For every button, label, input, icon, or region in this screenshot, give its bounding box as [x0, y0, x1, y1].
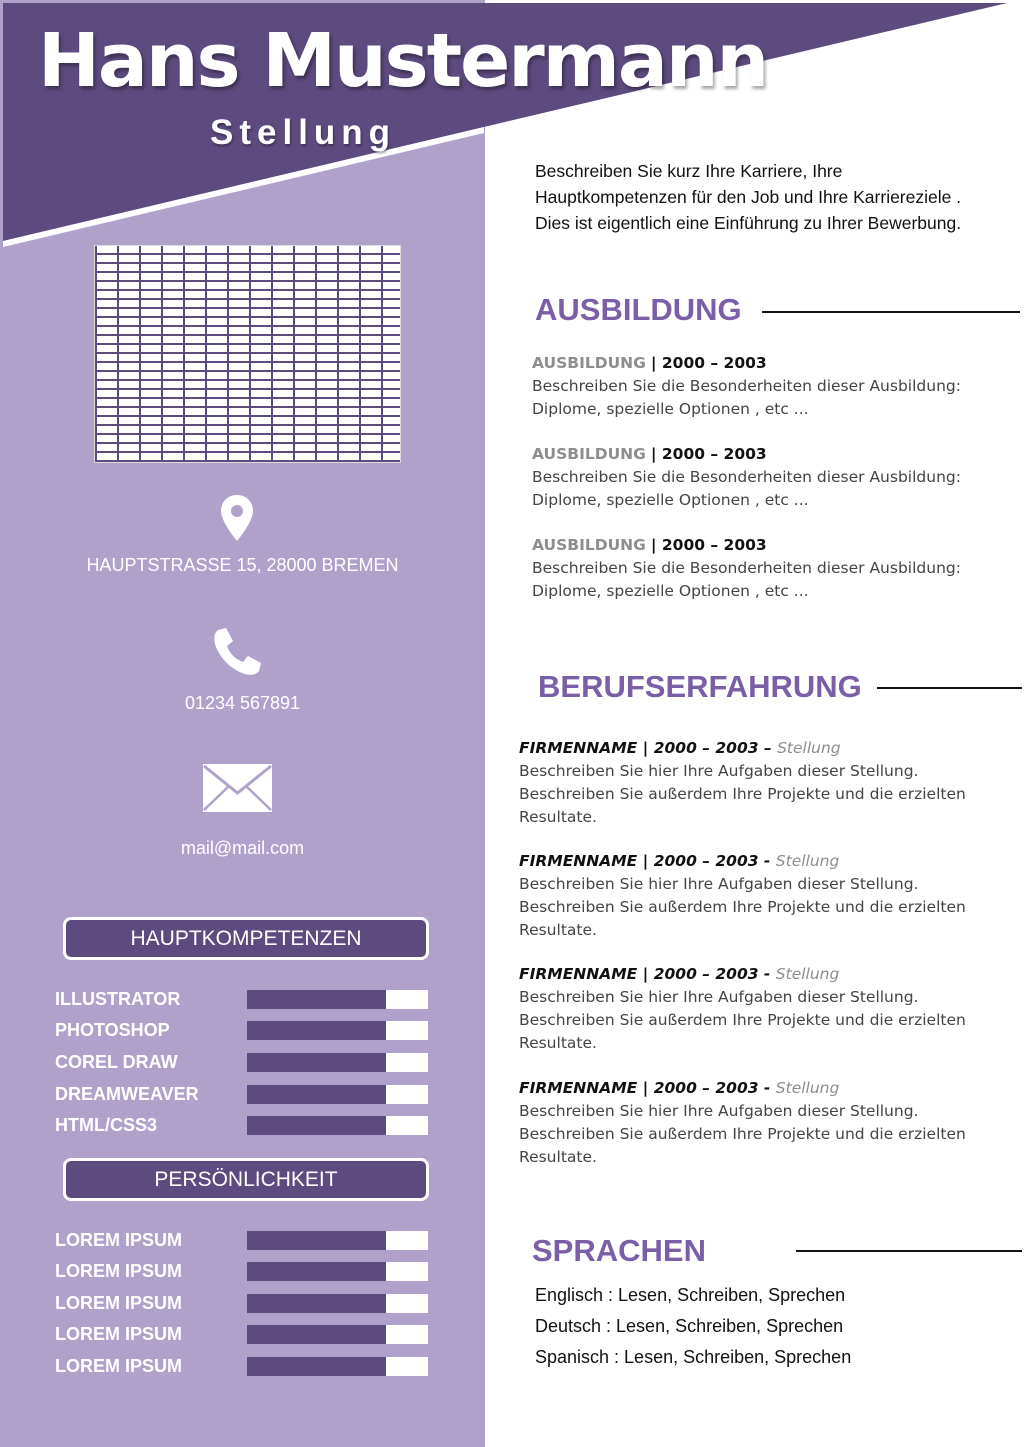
skill-label: DREAMWEAVER: [55, 1084, 199, 1104]
skill-label: PHOTOSHOP: [55, 1020, 170, 1040]
trait-level-fill: [247, 1325, 386, 1344]
language-item: Englisch : Lesen, Schreiben, Sprechen: [535, 1285, 846, 1305]
personality-heading: PERSÖNLICHKEIT: [63, 1158, 429, 1201]
education-description: Beschreiben Sie die Besonderheiten dieser Ausbildung:: [532, 468, 961, 486]
skill-row: [0, 1021, 485, 1041]
address-text: HAUPTSTRASSE 15, 28000 BREMEN: [86, 555, 399, 575]
trait-level-bar: [247, 1357, 428, 1376]
profile-photo-placeholder: [94, 245, 401, 463]
experience-description: Beschreiben Sie außerdem Ihre Projekte und die erzielten: [519, 1011, 966, 1029]
experience-description: Beschreiben Sie außerdem Ihre Projekte und die erzielten: [519, 785, 966, 803]
education-entry: [532, 534, 1002, 603]
experience-role: Stellung: [775, 1079, 840, 1097]
language-item: Deutsch : Lesen, Schreiben, Sprechen: [535, 1316, 844, 1336]
education-label: AUSBILDUNG: [532, 445, 646, 463]
education-description: Diplome, spezielle Optionen , etc ...: [532, 582, 809, 600]
trait-level-fill: [247, 1231, 386, 1250]
education-years: | 2000 – 2003: [650, 354, 767, 372]
education-entry: [532, 352, 1002, 421]
experience-divider: [877, 687, 1022, 689]
trait-row: [0, 1262, 485, 1282]
experience-role: Stellung: [775, 852, 840, 870]
experience-heading: BERUFSERFAHRUNG: [538, 669, 862, 704]
experience-description: Beschreiben Sie hier Ihre Aufgaben dieser Stellung.: [519, 762, 919, 780]
experience-description: Beschreiben Sie hier Ihre Aufgaben dieser Stellung.: [519, 988, 919, 1006]
experience-entry: [519, 1077, 999, 1169]
trait-label: LOREM IPSUM: [55, 1324, 183, 1344]
education-entry: [532, 443, 1002, 512]
experience-description: Beschreiben Sie außerdem Ihre Projekte und die erzielten: [519, 898, 966, 916]
experience-description: Beschreiben Sie außerdem Ihre Projekte und die erzielten: [519, 1125, 966, 1143]
education-label: AUSBILDUNG: [532, 354, 646, 372]
experience-entry: [519, 850, 999, 942]
skill-label: ILLUSTRATOR: [55, 989, 181, 1009]
experience-company: FIRMENNAME | 2000 – 2003 -: [519, 852, 771, 870]
trait-row: [0, 1357, 485, 1377]
education-years: | 2000 – 2003: [650, 445, 767, 463]
education-description: Beschreiben Sie die Besonderheiten dieser Ausbildung:: [532, 377, 961, 395]
education-years: | 2000 – 2003: [650, 536, 767, 554]
trait-label: LOREM IPSUM: [55, 1293, 183, 1313]
experience-company: FIRMENNAME | 2000 – 2003 –: [519, 739, 772, 757]
experience-description: Beschreiben Sie hier Ihre Aufgaben dieser Stellung.: [519, 1102, 919, 1120]
experience-description: Resultate.: [519, 1034, 597, 1052]
location-pin-icon: [220, 494, 254, 542]
phone-text: 01234 567891: [184, 693, 301, 713]
trait-level-fill: [247, 1262, 386, 1281]
skill-row: [0, 1053, 485, 1073]
skill-level-bar: [247, 1021, 428, 1040]
email-text: mail@mail.com: [180, 838, 305, 858]
trait-label: LOREM IPSUM: [55, 1230, 183, 1250]
experience-company: FIRMENNAME | 2000 – 2003 -: [519, 1079, 771, 1097]
resume-position: Stellung: [210, 113, 397, 152]
languages-heading: SPRACHEN: [532, 1233, 706, 1268]
skill-level-fill: [247, 1085, 386, 1104]
skill-row: [0, 1085, 485, 1105]
skill-level-fill: [247, 1053, 386, 1072]
skill-level-bar: [247, 1116, 428, 1135]
skill-level-fill: [247, 1021, 386, 1040]
trait-row: [0, 1325, 485, 1345]
education-divider: [762, 311, 1020, 313]
education-description: Diplome, spezielle Optionen , etc ...: [532, 400, 809, 418]
experience-description: Resultate.: [519, 808, 597, 826]
skill-level-fill: [247, 1116, 386, 1135]
skill-row: [0, 1116, 485, 1136]
trait-level-fill: [247, 1357, 386, 1376]
experience-description: Resultate.: [519, 1148, 597, 1166]
skill-level-fill: [247, 990, 386, 1009]
trait-level-bar: [247, 1294, 428, 1313]
skill-level-bar: [247, 1085, 428, 1104]
experience-entry: [519, 737, 999, 829]
experience-role: Stellung: [775, 965, 840, 983]
education-heading: AUSBILDUNG: [535, 292, 742, 327]
trait-level-bar: [247, 1231, 428, 1250]
language-item: Spanisch : Lesen, Schreiben, Sprechen: [535, 1347, 852, 1367]
trait-row: [0, 1231, 485, 1251]
trait-label: LOREM IPSUM: [55, 1356, 183, 1376]
skill-label: HTML/CSS3: [55, 1115, 158, 1135]
skill-row: [0, 990, 485, 1010]
trait-level-fill: [247, 1294, 386, 1313]
experience-description: Resultate.: [519, 921, 597, 939]
skill-label: COREL DRAW: [55, 1052, 178, 1072]
experience-description: Beschreiben Sie hier Ihre Aufgaben dieser Stellung.: [519, 875, 919, 893]
skills-heading: HAUPTKOMPETENZEN: [63, 917, 429, 960]
languages-divider: [796, 1250, 1022, 1252]
trait-level-bar: [247, 1325, 428, 1344]
education-label: AUSBILDUNG: [532, 536, 646, 554]
phone-icon: [212, 627, 262, 677]
trait-level-bar: [247, 1262, 428, 1281]
intro-text: Beschreiben Sie kurz Ihre Karriere, Ihre Hauptkompetenzen für den Job und Ihre Karriereziele . Dies ist eigentlich eine Einführung zu Ihrer Bewerbung.: [535, 161, 962, 233]
mail-icon: [202, 763, 273, 813]
experience-role: Stellung: [777, 739, 841, 757]
trait-label: LOREM IPSUM: [55, 1261, 183, 1281]
education-description: Diplome, spezielle Optionen , etc ...: [532, 491, 809, 509]
resume-name: Hans Mustermann: [38, 18, 768, 104]
skill-level-bar: [247, 1053, 428, 1072]
education-description: Beschreiben Sie die Besonderheiten dieser Ausbildung:: [532, 559, 961, 577]
skill-level-bar: [247, 990, 428, 1009]
trait-row: [0, 1294, 485, 1314]
experience-entry: [519, 963, 999, 1055]
experience-company: FIRMENNAME | 2000 – 2003 -: [519, 965, 771, 983]
